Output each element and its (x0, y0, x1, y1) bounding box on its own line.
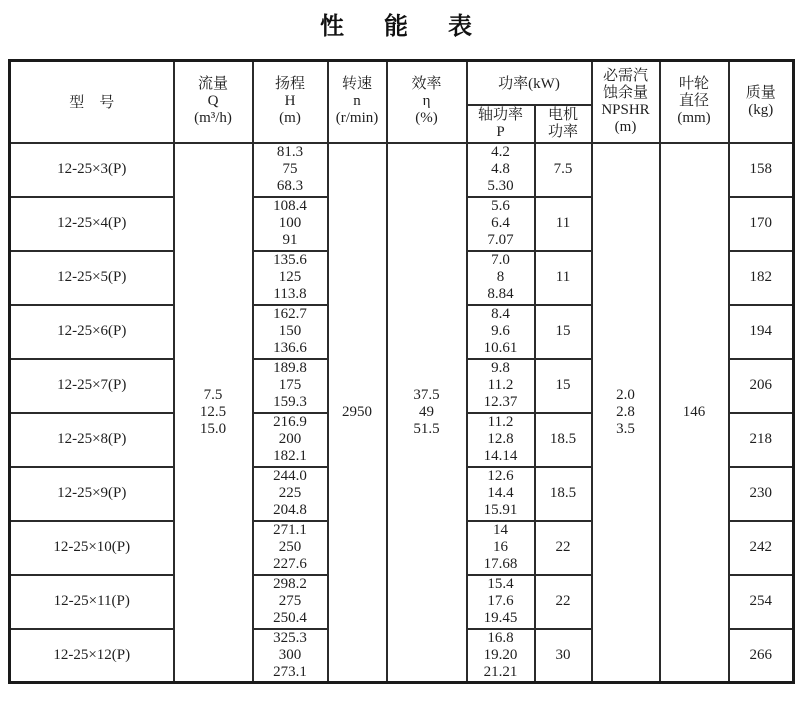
header-line: Q (207, 93, 219, 110)
value-line: 12.6 (487, 468, 514, 484)
model-cell: 12-25×10(P) (10, 521, 174, 575)
motor-power-cell: 22 (535, 575, 592, 629)
motor-power-cell: 11 (535, 251, 592, 305)
mass-cell: 218 (729, 413, 794, 467)
motor-power-cell: 30 (535, 629, 592, 683)
value-line: 5.30 (487, 178, 514, 194)
value-line: 271.1 (273, 522, 307, 538)
mass-cell: 254 (729, 575, 794, 629)
mass-cell: 242 (729, 521, 794, 575)
value-line: 12.8 (487, 431, 514, 447)
motor-power-cell: 18.5 (535, 413, 592, 467)
value-line: 275 (278, 593, 302, 609)
value-line: 8.84 (487, 286, 514, 302)
value-line: 150 (278, 323, 302, 339)
value-line: 7.0 (491, 252, 510, 268)
col-header-power-group: 功率(kW) (467, 61, 592, 105)
header-line: 质量 (745, 84, 776, 101)
value-line: 5.6 (491, 198, 510, 214)
model-cell: 12-25×5(P) (10, 251, 174, 305)
model-cell: 12-25×9(P) (10, 467, 174, 521)
header-line: (m) (614, 118, 637, 135)
value-line: 225 (278, 485, 302, 501)
motor-power-cell: 15 (535, 305, 592, 359)
header-line: 功率 (547, 123, 578, 140)
value-line: 11.2 (487, 414, 514, 430)
header-line: 叶轮 (678, 76, 709, 93)
shaft-power-cell (467, 251, 535, 305)
header-line: H (284, 93, 296, 110)
value-line: 325.3 (273, 629, 307, 646)
header-line: 蚀余量 (602, 84, 648, 101)
value-line: 250 (278, 539, 302, 555)
value-line: 113.8 (273, 286, 307, 302)
value-line: 14.4 (487, 485, 514, 501)
value-line: 10.61 (483, 340, 518, 356)
value-line: 125 (278, 269, 302, 285)
header-line: NPSHR (601, 101, 650, 118)
value-line: 91 (282, 232, 298, 248)
value-line: 2.8 (616, 403, 635, 420)
header-line: η (422, 93, 431, 110)
head-cell (253, 197, 328, 251)
header-line: 电机 (547, 106, 578, 123)
value-line: 108.4 (273, 198, 307, 214)
value-line: 4.2 (491, 144, 510, 160)
value-line: 14 (493, 522, 508, 538)
motor-power-cell: 18.5 (535, 467, 592, 521)
value-line: 2.0 (616, 386, 635, 403)
header-line: (%) (415, 110, 438, 127)
value-line: 100 (278, 215, 302, 231)
shaft-power-cell (467, 305, 535, 359)
value-line: 204.8 (273, 502, 307, 518)
mass-cell: 170 (729, 197, 794, 251)
shaft-power-cell (467, 413, 535, 467)
header-line: 流量 (197, 76, 228, 93)
value-line: 250.4 (273, 610, 307, 626)
value-line: 19.20 (483, 646, 518, 663)
shaft-power-cell (467, 467, 535, 521)
mass-cell: 230 (729, 467, 794, 521)
value-line: 19.45 (483, 610, 518, 626)
header-line: 直径 (678, 93, 709, 110)
head-cell (253, 359, 328, 413)
table-header (10, 61, 794, 143)
value-line: 12.37 (483, 394, 518, 410)
head-cell (253, 251, 328, 305)
page-title: 性 能 表 (320, 13, 480, 40)
value-line: 175 (278, 377, 302, 393)
value-line: 16 (493, 539, 508, 555)
value-line: 182.1 (273, 448, 307, 464)
col-header-npshr (592, 61, 660, 143)
col-header-impeller (660, 61, 729, 143)
header-line: 轴功率 (477, 106, 523, 123)
value-line: 244.0 (273, 468, 307, 484)
header-line: n (353, 93, 361, 110)
model-cell: 12-25×12(P) (10, 629, 174, 683)
efficiency-values-cell (387, 143, 467, 683)
mass-cell: 158 (729, 143, 794, 197)
head-cell (253, 575, 328, 629)
model-cell: 12-25×4(P) (10, 197, 174, 251)
value-line: 9.6 (491, 323, 510, 339)
value-line: 8 (496, 269, 505, 285)
model-cell: 12-25×6(P) (10, 305, 174, 359)
head-cell (253, 467, 328, 521)
value-line: 16.8 (487, 629, 514, 646)
value-line: 273.1 (273, 663, 307, 680)
head-cell (253, 413, 328, 467)
header-line: 扬程 (274, 76, 305, 93)
col-header-speed (328, 61, 387, 143)
header-line: (r/min) (335, 110, 379, 127)
shaft-power-cell (467, 197, 535, 251)
shaft-power-cell (467, 575, 535, 629)
motor-power-cell: 15 (535, 359, 592, 413)
motor-power-cell: 7.5 (535, 143, 592, 197)
col-header-mass (729, 61, 794, 143)
shaft-power-cell (467, 143, 535, 197)
col-header-efficiency (387, 61, 467, 143)
value-line: 3.5 (616, 420, 635, 437)
value-line: 200 (278, 431, 302, 447)
model-cell: 12-25×7(P) (10, 359, 174, 413)
col-header-head (253, 61, 328, 143)
model-cell: 12-25×11(P) (10, 575, 174, 629)
mass-cell: 206 (729, 359, 794, 413)
value-line: 17.68 (483, 556, 518, 572)
mass-cell: 182 (729, 251, 794, 305)
header-line: (m³/h) (194, 110, 232, 127)
mass-cell: 266 (729, 629, 794, 683)
motor-power-cell: 11 (535, 197, 592, 251)
value-line: 15.91 (483, 502, 518, 518)
value-line: 298.2 (273, 576, 307, 592)
head-cell (253, 305, 328, 359)
value-line: 9.8 (491, 360, 510, 376)
value-line: 17.6 (487, 593, 514, 609)
value-line: 15.4 (487, 576, 514, 592)
value-line: 189.8 (273, 360, 307, 376)
header-line: P (496, 123, 505, 140)
table-body (10, 143, 794, 683)
header-line: (kg) (748, 101, 774, 118)
head-cell (253, 521, 328, 575)
value-line: 49 (419, 403, 434, 420)
head-cell (253, 629, 328, 683)
head-cell (253, 143, 328, 197)
impeller-value-cell: 146 (660, 143, 729, 683)
value-line: 11.2 (487, 377, 514, 393)
speed-value-cell: 2950 (328, 143, 387, 683)
header-line: (m) (279, 110, 301, 127)
shaft-power-cell (467, 359, 535, 413)
value-line: 7.07 (487, 232, 514, 248)
value-line: 216.9 (273, 414, 307, 430)
value-line: 51.5 (413, 420, 440, 437)
model-cell: 12-25×8(P) (10, 413, 174, 467)
header-line: 效率 (411, 76, 442, 93)
header-line: 必需汽 (602, 67, 648, 84)
value-line: 227.6 (273, 556, 307, 572)
table-row (10, 143, 794, 197)
value-line: 75 (282, 161, 298, 177)
value-line: 162.7 (273, 306, 307, 322)
header-line: (mm) (677, 110, 711, 127)
value-line: 15.0 (199, 420, 227, 437)
value-line: 14.14 (483, 448, 518, 464)
model-cell: 12-25×3(P) (10, 143, 174, 197)
value-line: 12.5 (199, 403, 227, 420)
header-line: 转速 (341, 76, 372, 93)
value-line: 81.3 (276, 144, 304, 160)
col-header-flow (174, 61, 253, 143)
value-line: 4.8 (491, 161, 510, 177)
col-header-shaft-power (467, 105, 535, 143)
col-header-motor-power (535, 105, 592, 143)
value-line: 21.21 (483, 663, 518, 680)
value-line: 135.6 (273, 252, 307, 268)
performance-table (8, 59, 795, 684)
value-line: 136.6 (273, 340, 307, 356)
col-header-model: 型 号 (10, 61, 174, 143)
motor-power-cell: 22 (535, 521, 592, 575)
value-line: 68.3 (276, 178, 304, 194)
flow-values-cell (174, 143, 253, 683)
value-line: 6.4 (491, 215, 510, 231)
shaft-power-cell (467, 521, 535, 575)
value-line: 7.5 (203, 386, 223, 403)
value-line: 159.3 (273, 394, 307, 410)
npshr-values-cell (592, 143, 660, 683)
mass-cell: 194 (729, 305, 794, 359)
value-line: 300 (278, 646, 302, 663)
shaft-power-cell (467, 629, 535, 683)
value-line: 8.4 (491, 306, 510, 322)
value-line: 37.5 (413, 386, 440, 403)
